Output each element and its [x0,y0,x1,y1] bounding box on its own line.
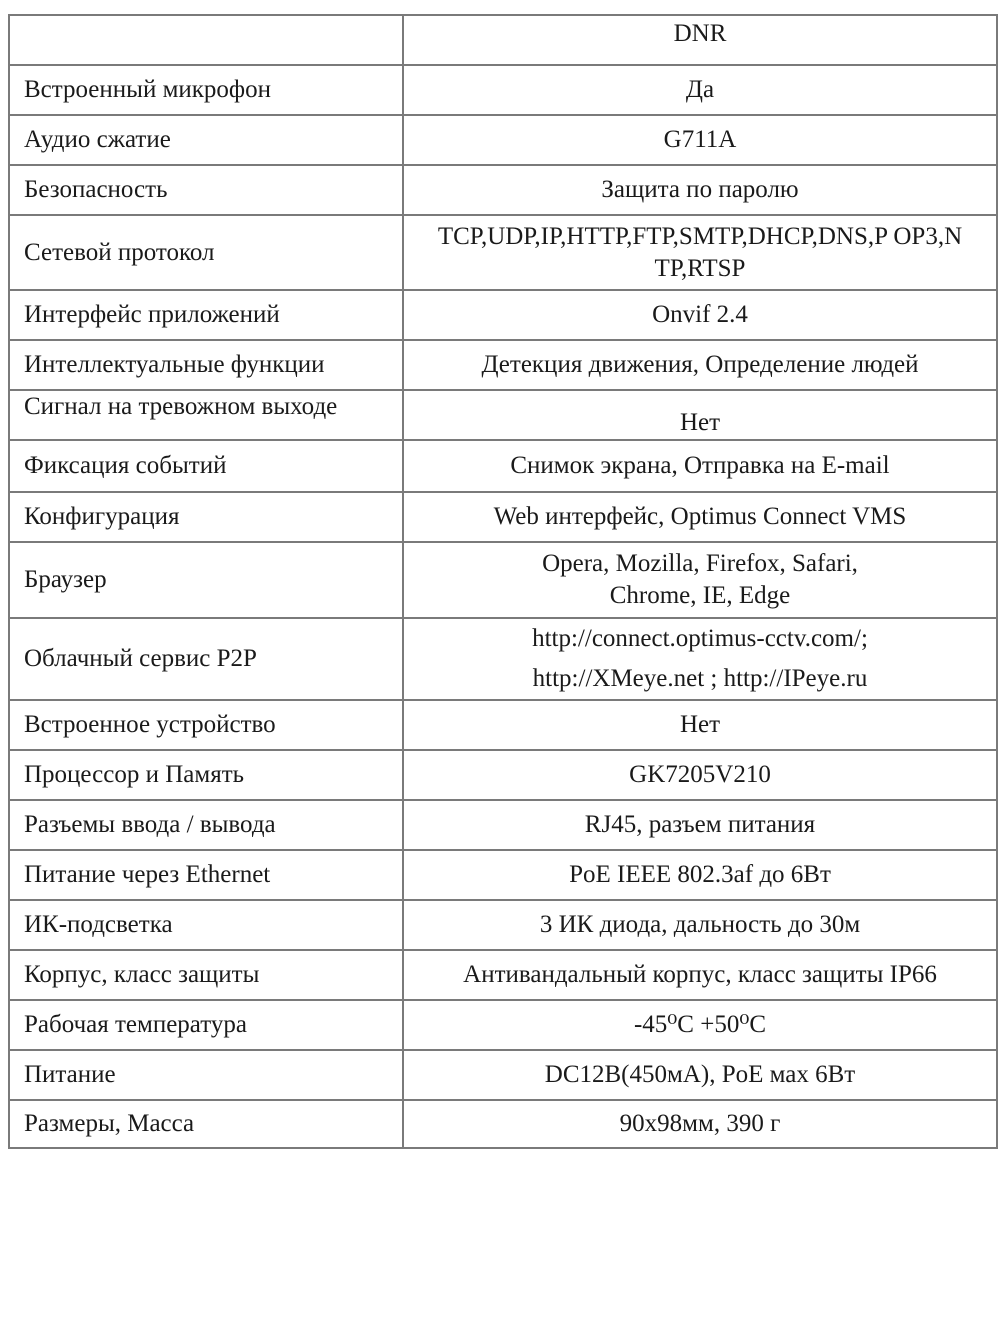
spec-value: TCP,UDP,IP,HTTP,FTP,SMTP,DHCP,DNS,P OP3,NTP,RTSP [403,215,997,290]
table-row [9,165,997,215]
table-row [9,1050,997,1100]
spec-value: Нет [403,390,997,440]
table-row [9,390,997,440]
spec-value: 3 ИК диода, дальность до 30м [403,900,997,950]
table-row [9,65,997,115]
spec-label: Встроенный микрофон [9,65,403,115]
spec-label: Облачный сервис P2P [9,618,403,700]
table-row [9,290,997,340]
table-row [9,800,997,850]
spec-value: Onvif 2.4 [403,290,997,340]
table-row [9,1000,997,1050]
spec-label: Питание [9,1050,403,1100]
table-row [9,215,997,290]
spec-table [8,14,998,1149]
spec-label: ИК-подсветка [9,900,403,950]
table-row [9,750,997,800]
table-row [9,115,997,165]
table-row [9,1100,997,1148]
spec-label: Конфигурация [9,492,403,542]
spec-value: Нет [403,700,997,750]
spec-label: Интеллектуальные функции [9,340,403,390]
spec-label: Размеры, Масса [9,1100,403,1148]
spec-label: Аудио сжатие [9,115,403,165]
table-row [9,618,997,700]
spec-value: Да [403,65,997,115]
spec-label: Безопасность [9,165,403,215]
spec-value: DC12В(450мА), PoE мах 6Вт [403,1050,997,1100]
spec-value: -45⁰C +50⁰C [403,1000,997,1050]
spec-value: 90х98мм, 390 г [403,1100,997,1148]
spec-label: Процессор и Память [9,750,403,800]
spec-value: G711A [403,115,997,165]
table-row [9,340,997,390]
spec-value: Web интерфейс, Optimus Connect VMS [403,492,997,542]
table-row [9,492,997,542]
spec-label: Встроенное устройство [9,700,403,750]
spec-label: Интерфейс приложений [9,290,403,340]
spec-label: Сигнал на тревожном выходе [9,390,403,440]
spec-label: Рабочая температура [9,1000,403,1050]
spec-value: Защита по паролю [403,165,997,215]
header-value: DNR [403,15,997,65]
table-header-row [9,15,997,65]
spec-value: Снимок экрана, Отправка на E-mail [403,440,997,492]
table-row [9,542,997,618]
table-row [9,900,997,950]
spec-value: GK7205V210 [403,750,997,800]
spec-value: Opera, Mozilla, Firefox, Safari, Chrome, IE, Edge [403,542,997,618]
spec-label: Питание через Ethernet [9,850,403,900]
spec-label: Корпус, класс защиты [9,950,403,1000]
spec-value: PoE IEEE 802.3af до 6Вт [403,850,997,900]
spec-label: Браузер [9,542,403,618]
spec-value: Антивандальный корпус, класс защиты IP66 [403,950,997,1000]
spec-value: http://connect.optimus-cctv.com/; http://XMeye.net ; http://IPeye.ru [403,618,997,700]
table-row [9,700,997,750]
spec-value: RJ45, разъем питания [403,800,997,850]
table-row [9,440,997,492]
table-row [9,850,997,900]
spec-label: Разъемы ввода / вывода [9,800,403,850]
spec-value: Детекция движения, Определение людей [403,340,997,390]
header-label [9,15,403,65]
spec-label: Фиксация событий [9,440,403,492]
table-row [9,950,997,1000]
spec-label: Сетевой протокол [9,215,403,290]
